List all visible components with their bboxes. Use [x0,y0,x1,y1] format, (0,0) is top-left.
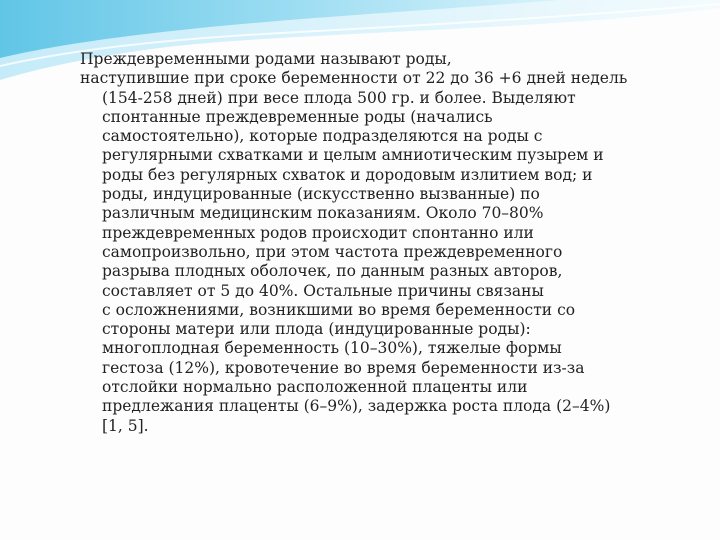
body-text [80,50,680,436]
text-line: преждевременных родов происходит спонтанно или [102,223,534,242]
text-line: [1, 5]. [102,416,149,435]
text-line: составляет от 5 до 40%. Остальные причины связаны [102,281,544,300]
text-line: Преждевременными родами называют роды, [80,50,452,68]
text-line: роды без регулярных схваток и дородовым излитием вод; и [102,165,593,184]
text-line: многоплодная беременность (10–30%), тяжелые формы [102,339,562,358]
text-line: регулярными схватками и целым амниотическим пузырем и [102,146,604,165]
text-line: спонтанные преждевременные роды (начались [102,107,493,126]
text-line: различным медицинским показаниям. Около 70–80% [102,204,544,223]
text-line: с осложнениями, возникшими во время беременности со [102,300,576,319]
text-line: предлежания плаценты (6–9%), задержка роста плода (2–4%) [102,397,611,416]
text-line: самостоятельно), которые подразделяются на роды с [102,127,543,146]
text-line: разрыва плодных оболочек, по данным разных авторов, [102,262,563,281]
text-line: отслойки нормально расположенной плаценты или [102,378,528,397]
text-line: самопроизвольно, при этом частота преждевременного [102,242,563,261]
text-line: (154-258 дней) при весе плода 500 гр. и более. Выделяют [102,88,576,107]
text-line: наступившие при сроке беременности от 22 до 36 +6 дней недель [80,69,628,88]
text-line: роды, индуцированные (искусственно вызванные) по [102,185,540,204]
text-line: стороны матери или плода (индуцированные роды): [102,320,531,339]
text-line: гестоза (12%), кровотечение во время беременности из-за [102,358,585,377]
